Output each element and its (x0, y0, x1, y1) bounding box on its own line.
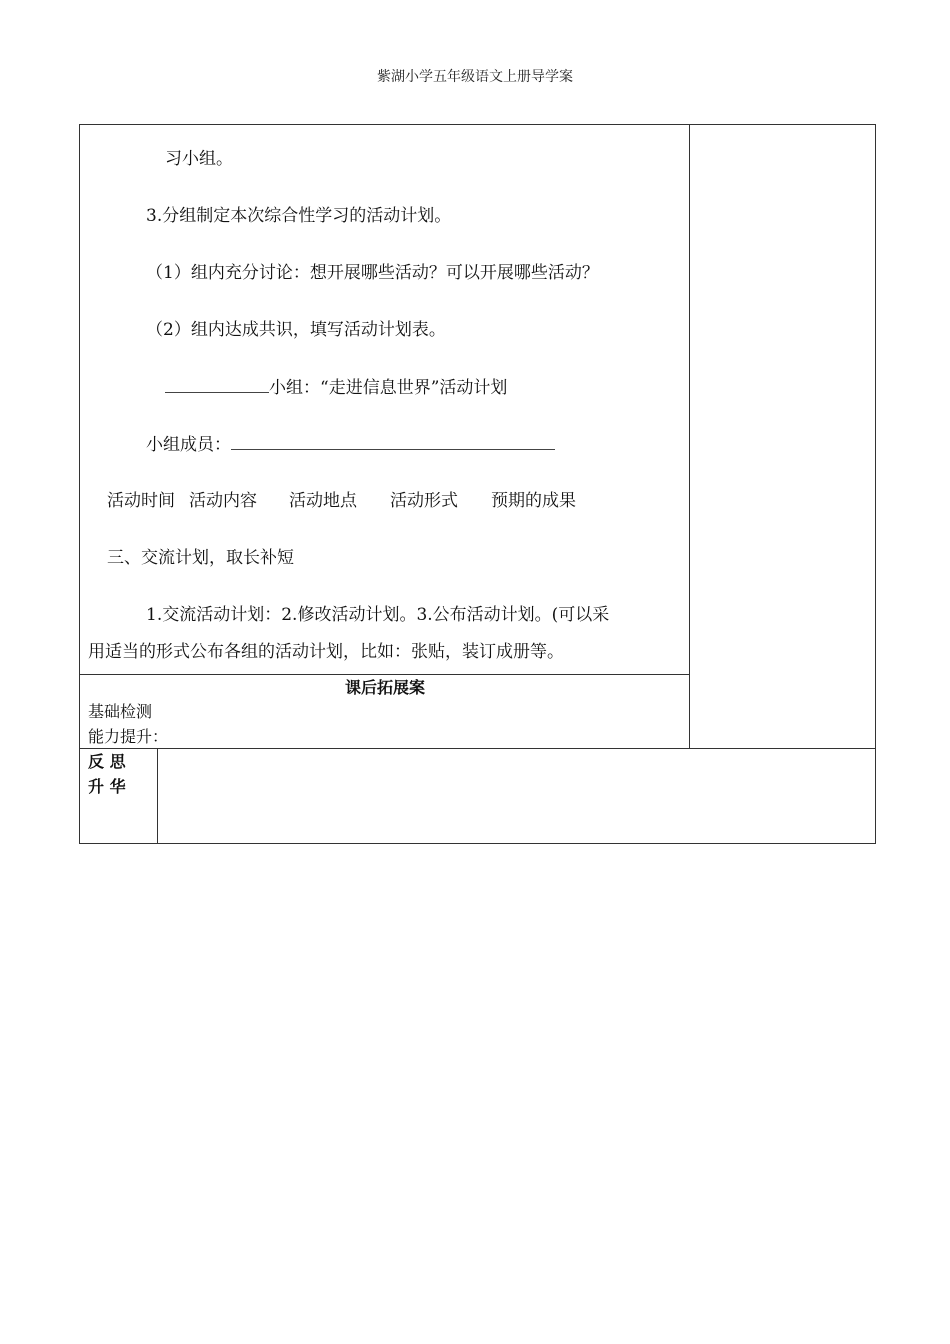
reflection-label-line-1: 反 思 (88, 752, 126, 771)
group-name-blank (165, 376, 269, 393)
plan-title: 小组：“走进信息世界”活动计划 (269, 378, 508, 398)
page-header: 紫湖小学五年级语文上册导学案 (377, 69, 573, 85)
members-row (146, 433, 555, 456)
plan-column-form: 活动形式 (390, 491, 458, 511)
plan-title-row (165, 376, 507, 399)
row-divider-extension (79, 674, 690, 675)
step-3-2: （2）组内达成共识，填写活动计划表。 (146, 320, 446, 340)
table-border-left (79, 124, 80, 844)
section-3-title: 三、交流计划，取长补短 (107, 548, 294, 568)
section-3-line-2: 用适当的形式公布各组的活动计划，比如：张贴，装订成册等。 (88, 642, 564, 662)
reflection-label-line-2: 升 华 (88, 777, 126, 796)
extension-basic: 基础检测 (88, 702, 153, 721)
plan-column-place: 活动地点 (289, 491, 357, 511)
plan-column-time: 活动时间 (107, 491, 175, 511)
step-3-1: （1）组内充分讨论：想开展哪些活动？可以开展哪些活动？ (146, 263, 599, 283)
extension-title: 课后拓展案 (344, 678, 425, 697)
extension-ability: 能力提升： (88, 727, 169, 746)
table-border-top (79, 124, 876, 125)
table-border-bottom (79, 843, 876, 844)
table-border-right (875, 124, 876, 844)
reflection-divider (157, 748, 158, 844)
text-line-continuation: 习小组。 (165, 149, 233, 169)
members-blank (231, 433, 555, 450)
step-3: 3.分组制定本次综合性学习的活动计划。 (146, 206, 452, 226)
plan-column-result: 预期的成果 (491, 491, 576, 511)
members-label: 小组成员： (146, 435, 231, 455)
column-divider (689, 124, 690, 749)
section-3-line-1: 1.交流活动计划：2.修改活动计划。3.公布活动计划。(可以采 (146, 605, 610, 625)
plan-column-content: 活动内容 (189, 491, 257, 511)
row-divider-reflection (79, 748, 876, 749)
